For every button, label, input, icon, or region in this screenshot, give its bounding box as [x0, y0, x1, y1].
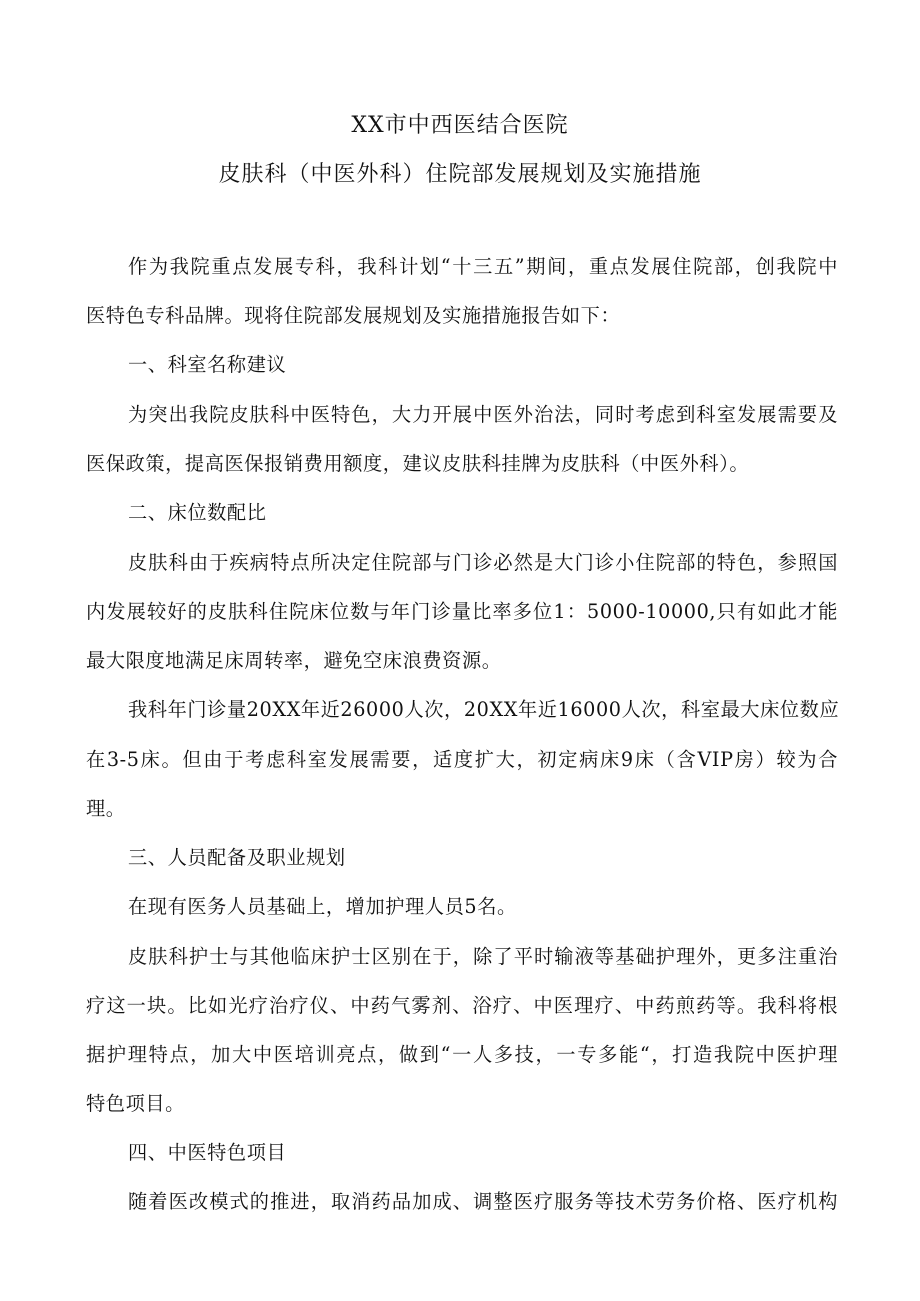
paragraph-line: 最大限度地满足床周转率，避免空床浪费资源。: [86, 649, 502, 672]
paragraph-line: 随着医改模式的推进，取消药品加成、调整医疗服务等技术劳务价格、医疗机构: [128, 1190, 838, 1213]
paragraph-line: 医保政策，提高医保报销费用额度，建议皮肤科挂牌为皮肤科（中医外科）。: [86, 452, 750, 475]
paragraph-line: 理。: [86, 797, 126, 820]
paragraph-line: 疗这一块。比如光疗治疗仪、中药气雾剂、浴疗、中医理疗、中药煎药等。我科将根: [86, 994, 838, 1017]
section-heading: 一、科室名称建议: [128, 353, 287, 376]
paragraph-line: 皮肤科护士与其他临床护士区别在于，除了平时输液等基础护理外，更多注重治: [128, 945, 838, 968]
document-title-hospital: XX市中西医结合医院: [351, 113, 569, 138]
paragraph-line: 特色项目。: [86, 1092, 185, 1115]
paragraph-line: 作为我院重点发展专科，我科计划“十三五”期间，重点发展住院部，创我院中: [128, 255, 838, 278]
document-title-plan: 皮肤科（中医外科）住院部发展规划及实施措施: [218, 162, 702, 187]
section-heading: 四、中医特色项目: [128, 1141, 287, 1164]
section-heading: 三、人员配备及职业规划: [128, 846, 346, 869]
paragraph-line: 医特色专科品牌。现将住院部发展规划及实施措施报告如下：: [86, 304, 621, 327]
section-heading: 二、床位数配比: [128, 501, 267, 524]
paragraph-line: 在现有医务人员基础上，增加护理人员5名。: [128, 895, 517, 918]
paragraph-line: 在3-5床。但由于考虑科室发展需要，适度扩大，初定病床9床（含VIP房）较为合: [86, 748, 838, 771]
paragraph-line: 据护理特点，加大中医培训亮点，做到“一人多技，一专多能“，打造我院中医护理: [86, 1043, 838, 1066]
paragraph-line: 内发展较好的皮肤科住院床位数与年门诊量比率多位1：5000-10000,只有如此才能: [86, 600, 838, 623]
paragraph-line: 皮肤科由于疾病特点所决定住院部与门诊必然是大门诊小住院部的特色，参照国: [128, 551, 838, 574]
paragraph-line: 为突出我院皮肤科中医特色，大力开展中医外治法，同时考虑到科室发展需要及: [128, 403, 838, 426]
paragraph-line: 我科年门诊量20XX年近26000人次，20XX年近16000人次，科室最大床位数应: [128, 698, 840, 721]
